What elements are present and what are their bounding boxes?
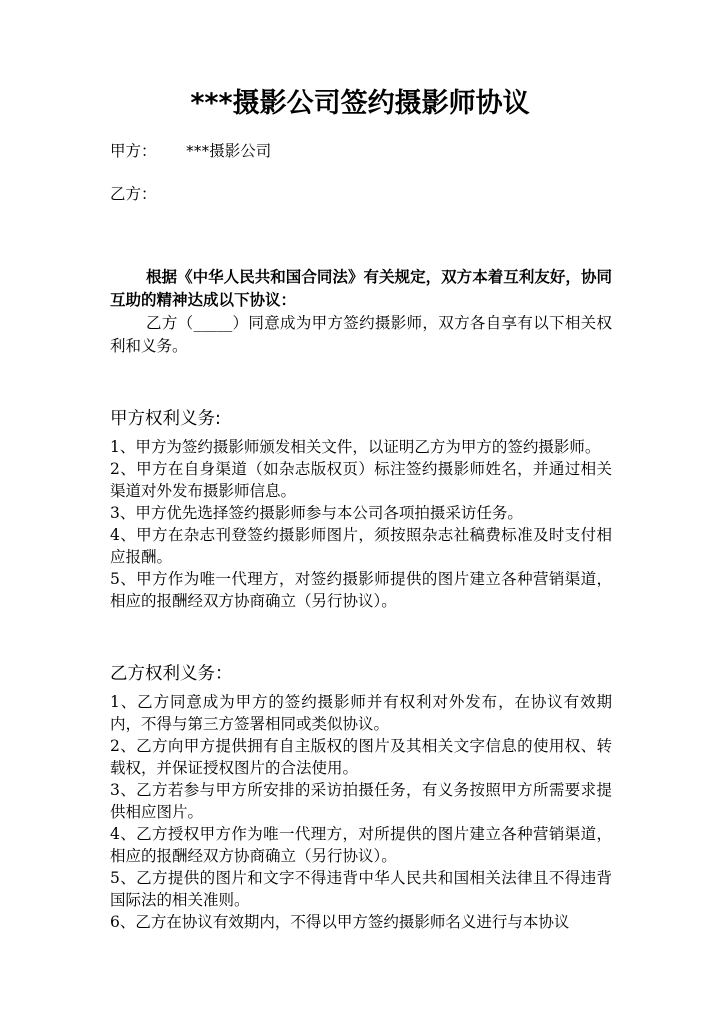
section-a-item: 4、甲方在杂志刊登签约摄影师图片，须按照杂志社稿费标准及时支付相应报酬。 (110, 526, 612, 566)
section-party-a-rights (110, 406, 612, 612)
section-b-heading: 乙方权利义务： (110, 664, 233, 684)
section-a-heading: 甲方权利义务: (110, 409, 221, 429)
intro-bold-paragraph: 根据《中华人民共和国合同法》有关规定，双方本着互利友好，协同互助的精神达成以下协议： (110, 268, 612, 309)
section-party-b-rights (110, 661, 612, 933)
intro-paragraph: 乙方（_____）同意成为甲方签约摄影师，双方各自享有以下相关权利和义务。 (110, 314, 612, 355)
section-a-item: 5、甲方作为唯一代理方，对签约摄影师提供的图片建立各种营销渠道，相应的报酬经双方协商确立（另行协议）。 (110, 570, 612, 610)
party-b-label: 乙方： (110, 185, 157, 203)
party-a-label: 甲方： (110, 142, 157, 160)
section-b-item: 1、乙方同意成为甲方的签约摄影师并有权利对外发布，在协议有效期内，不得与第三方签署相同或类似协议。 (110, 693, 612, 733)
party-b-line (110, 183, 186, 205)
section-b-item: 5、乙方提供的图片和文字不得违背中华人民共和国相关法律且不得违背国际法的相关准则。 (110, 869, 612, 909)
party-a-line (110, 140, 271, 162)
section-a-item: 1、甲方为签约摄影师颁发相关文件，以证明乙方为甲方的签约摄影师。 (110, 438, 601, 456)
section-a-item: 2、甲方在自身渠道（如杂志版权页）标注签约摄影师姓名，并通过相关渠道对外发布摄影师信息。 (110, 460, 612, 500)
document-title: ***摄影公司签约摄影师协议 (190, 88, 530, 119)
section-b-item: 6、乙方在协议有效期内，不得以甲方签约摄影师名义进行与本协议 (110, 913, 570, 931)
section-b-item: 4、乙方授权甲方作为唯一代理方，对所提供的图片建立各种营销渠道，相应的报酬经双方协商确立（另行协议）。 (110, 825, 612, 865)
party-a-value: ***摄影公司 (186, 142, 272, 160)
intro-block (110, 266, 612, 358)
section-a-item: 3、甲方优先选择签约摄影师参与本公司各项拍摄采访任务。 (110, 504, 523, 522)
section-b-item: 2、乙方向甲方提供拥有自主版权的图片及其相关文字信息的使用权、转载权，并保证授权图片的合法使用。 (110, 737, 612, 777)
section-b-item: 3、乙方若参与甲方所安排的采访拍摄任务，有义务按照甲方所需要求提供相应图片。 (110, 781, 612, 821)
